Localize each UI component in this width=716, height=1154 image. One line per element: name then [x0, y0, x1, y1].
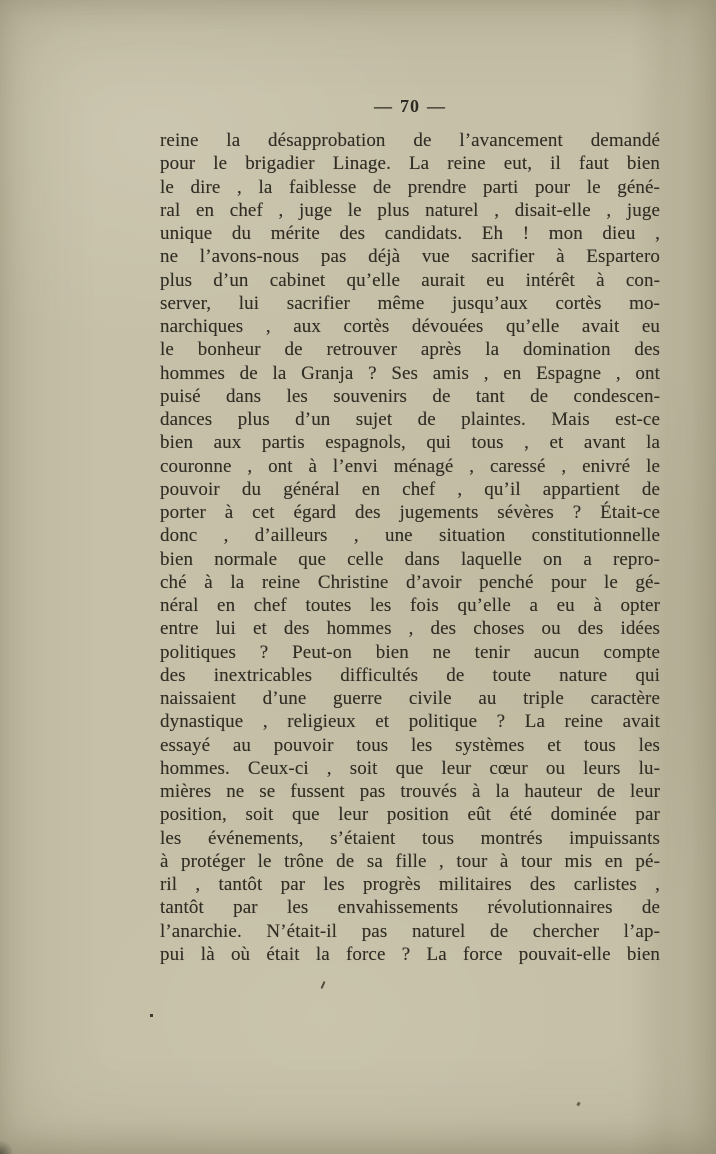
text-line: ral en chef , juge le plus naturel , disait-elle , juge [160, 199, 660, 221]
text-line: pui là où était la force ? La force pouvait-elle bien [160, 943, 660, 965]
text-line: entre lui et des hommes , des choses ou des idées [160, 618, 660, 640]
text-line: essayé au pouvoir tous les systèmes et tous les [160, 734, 660, 756]
ink-speck [150, 1014, 153, 1017]
text-line: bien normale que celle dans laquelle on a repro- [160, 548, 660, 570]
text-line: les événements, s’étaient tous montrés impuissants [160, 827, 660, 849]
text-line: ché à la reine Christine d’avoir penché pour le gé- [160, 571, 660, 593]
text-line: unique du mérite des candidats. Eh ! mon dieu , [160, 223, 660, 244]
ink-speck [576, 1102, 581, 1107]
text-line: politiques ? Peut-on bien ne tenir aucun compte [160, 641, 660, 663]
text-line: bien aux partis espagnols, qui tous , et avant la [160, 432, 660, 454]
text-line: le bonheur de retrouver après la domination des [160, 339, 660, 361]
page-header [160, 96, 660, 117]
text-line: ne l’avons-nous pas déjà vue sacrifier à Espartero [160, 246, 660, 268]
text-line: reine la désapprobation de l’avancement demandé [160, 130, 660, 151]
body-text [160, 129, 660, 966]
text-line: à protéger le trône de sa fille , tour à tour mis en pé- [160, 850, 660, 872]
text-line: couronne , ont à l’envi ménagé , caressé , enivré le [160, 455, 660, 477]
page-corner-shadow [0, 1140, 12, 1154]
header-dash-left: — [374, 96, 393, 116]
text-line: puisé dans les souvenirs de tant de condescen- [160, 385, 660, 407]
text-line: pour le brigadier Linage. La reine eut, il faut bien [160, 153, 660, 175]
text-line: le dire , la faiblesse de prendre parti pour le géné- [160, 176, 660, 198]
ink-speck [320, 981, 325, 989]
text-line: l’anarchie. N’était-il pas naturel de chercher l’ap- [160, 920, 660, 942]
text-line: des inextricables difficultés de toute nature qui [160, 664, 660, 686]
text-line: mières ne se fussent pas trouvés à la hauteur de leur [160, 781, 660, 802]
text-line: position, soit que leur position eût été dominée par [160, 804, 660, 826]
text-line: dynastique , religieux et politique ? La reine avait [160, 711, 660, 733]
text-line: hommes de la Granja ? Ses amis , en Espagne , ont [160, 362, 660, 384]
text-line: ril , tantôt par les progrès militaires des carlistes , [160, 874, 660, 895]
text-line: server, lui sacrifier même jusqu’aux cortès mo- [160, 292, 660, 314]
text-line: tantôt par les envahissements révolutionnaires de [160, 897, 660, 919]
text-line: plus d’un cabinet qu’elle aurait eu intérêt à con- [160, 269, 660, 291]
page-number: 70 [400, 96, 420, 116]
text-line: hommes. Ceux-ci , soit que leur cœur ou leurs lu- [160, 757, 660, 779]
header-dash-right: — [427, 96, 446, 116]
text-line: donc , d’ailleurs , une situation constitutionnelle [160, 525, 660, 547]
text-line: narchiques , aux cortès dévouées qu’elle avait eu [160, 316, 660, 337]
text-line: porter à cet égard des jugements sévères ? Était-ce [160, 502, 660, 523]
text-line: pouvoir du général en chef , qu’il appartient de [160, 478, 660, 500]
text-line: dances plus d’un sujet de plaintes. Mais est-ce [160, 409, 660, 430]
text-line: néral en chef toutes les fois qu’elle a eu à opter [160, 595, 660, 616]
text-line: naissaient d’une guerre civile au triple caractère [160, 688, 660, 709]
